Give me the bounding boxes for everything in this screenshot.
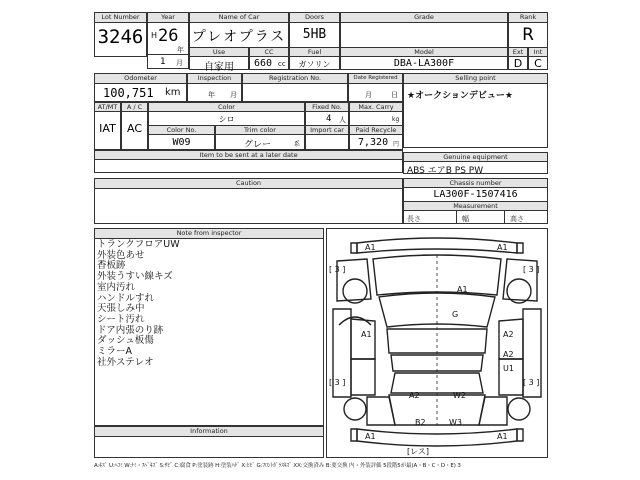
color-no-label: Color No. <box>149 126 214 135</box>
fixed-unit: 人 <box>339 116 346 124</box>
mark-tail-left: A2 <box>409 391 420 400</box>
measurement-width: 幅 <box>462 215 469 223</box>
car-diagram-drawing <box>327 229 547 457</box>
use-value: 自家用 <box>204 62 234 73</box>
trim-color-cell <box>215 125 305 150</box>
year-cell <box>147 12 189 69</box>
trim-color-suffix: 系 <box>294 141 301 148</box>
inspection-month-unit: 月 <box>230 91 237 99</box>
year-era: H <box>151 31 158 40</box>
grade-label: Grade <box>341 13 507 23</box>
selling-point-label: Selling point <box>404 74 547 84</box>
color-cell <box>148 102 305 126</box>
mark-right-side: [ 3 ] <box>523 265 540 274</box>
color-value: シロ <box>218 115 235 124</box>
mark-rl-corner: A1 <box>365 432 376 441</box>
fuel-label: Fuel <box>290 48 339 57</box>
odometer-value: 100,751 <box>103 86 154 100</box>
registration-label: Registration No. <box>243 74 347 84</box>
inspector-note: トランクフロアUW <box>97 239 180 250</box>
car-diagram-panel <box>326 228 548 458</box>
reg-date-month-unit: 月 <box>365 91 372 99</box>
ext-label: Ext <box>509 48 527 57</box>
import-car-cell <box>305 125 349 150</box>
mark-rr-corner: A1 <box>497 432 508 441</box>
car-name-value: プレオプラス <box>191 29 287 45</box>
color-label: Color <box>149 103 304 112</box>
inspector-notes-label: Note from inspector <box>95 229 323 239</box>
month-unit: 月 <box>176 59 183 67</box>
items-later-label: Item to be sent at a later date <box>95 151 402 160</box>
mark-les: [レス] <box>407 447 430 456</box>
recycle-unit: 円 <box>393 141 400 148</box>
inspection-cell <box>187 73 242 102</box>
mark-tail-right: W2 <box>453 391 466 400</box>
inspector-note: ダッシュ板傷 <box>97 335 154 347</box>
recycle-value: 7,320 <box>358 137 389 148</box>
cc-cell <box>249 47 289 70</box>
import-car-label: Import car <box>306 126 348 135</box>
lot-number-value: 3246 <box>97 26 144 48</box>
items-later-cell <box>94 150 403 173</box>
use-label: Use <box>190 48 248 57</box>
model-cell <box>340 47 508 70</box>
inspector-notes-list <box>97 240 180 368</box>
int-value: C <box>534 57 542 70</box>
lot-number-label: Lot Number <box>95 13 146 23</box>
rank-cell <box>508 12 548 48</box>
chassis-value: LA300F-1507416 <box>433 189 518 200</box>
mark-roof: A1 <box>457 285 468 294</box>
caution-label: Caution <box>95 179 402 189</box>
inspector-note: ハンドルすれ <box>97 292 155 304</box>
mark-left-door: A1 <box>361 330 372 339</box>
recycle-cell <box>349 125 403 150</box>
reg-date-label: Date Registered <box>349 74 402 84</box>
inspector-note: 室内汚れ <box>97 281 136 293</box>
inspector-note: 外装うすい線キズ <box>97 271 173 283</box>
inspector-note: ドア内張のり跡 <box>97 324 164 336</box>
mark-rear-right-side: [ 3 ] <box>523 378 540 387</box>
measurement-label: Measurement <box>404 202 547 211</box>
inspection-label: Inspection <box>188 74 241 84</box>
ac-value: AC <box>126 122 142 135</box>
ext-cell <box>508 47 528 70</box>
year-unit: 年 <box>177 46 184 54</box>
color-no-cell <box>148 125 215 150</box>
year-label: Year <box>148 13 188 23</box>
measurement-height: 高さ <box>510 215 524 223</box>
reg-date-day-unit: 日 <box>391 91 398 99</box>
mark-fr-fender: A1 <box>497 243 508 252</box>
car-name-cell <box>189 12 289 48</box>
information-label: Information <box>95 427 323 437</box>
recycle-label: Paid Recycle <box>350 126 402 135</box>
color-no-value: W09 <box>172 137 191 148</box>
cc-value: 660 <box>254 58 273 69</box>
trim-color-label: Trim color <box>216 126 304 135</box>
doors-value: 5HB <box>302 27 327 42</box>
int-label: Int <box>529 48 547 57</box>
mark-bumper-left: B2 <box>415 418 426 427</box>
odometer-cell <box>94 73 187 102</box>
ac-label: A / C <box>122 103 147 112</box>
fuel-cell <box>289 47 340 70</box>
mark-fl-fender: A1 <box>365 243 376 252</box>
fixed-value: 4 <box>326 114 332 124</box>
use-cell <box>189 47 249 73</box>
ac-cell <box>121 102 148 150</box>
measurement-length: 長さ <box>407 215 421 223</box>
fixed-cell <box>305 102 349 126</box>
mark-rear-left-side: [ 3 ] <box>329 378 346 387</box>
year-value: 26 <box>158 26 179 46</box>
fixed-label: Fixed No. <box>306 103 348 112</box>
inspector-notes-cell <box>94 228 324 426</box>
model-label: Model <box>341 48 507 57</box>
odometer-label: Odometer <box>95 74 186 84</box>
atmt-cell <box>94 102 121 150</box>
month-value: 1 <box>160 57 166 67</box>
lot-number-cell <box>94 12 147 57</box>
atmt-value: IAT <box>99 122 116 135</box>
equipment-value: ABS エアB PS PW <box>407 166 484 176</box>
selling-point-cell <box>403 73 548 148</box>
mark-right-door: A2 <box>503 330 514 339</box>
inspection-year-unit: 年 <box>208 91 215 99</box>
mark-r-quarter: U1 <box>503 364 514 373</box>
information-cell <box>94 426 324 458</box>
max-carry-cell <box>349 102 403 126</box>
grade-cell <box>340 12 508 48</box>
inspector-note: 外装色あせ <box>97 249 145 261</box>
mark-left-side: [ 3 ] <box>329 265 346 274</box>
odometer-unit: km <box>165 87 181 98</box>
cc-label: CC <box>250 48 288 57</box>
inspector-note: 天張しみ中 <box>97 303 145 315</box>
doors-label: Doors <box>290 13 339 23</box>
reg-date-cell <box>348 73 403 102</box>
registration-cell <box>242 73 348 102</box>
mark-r-rear-door: A2 <box>503 350 514 359</box>
rank-value: R <box>522 25 534 45</box>
inspector-note: ミラーA <box>97 346 132 358</box>
inspector-note: 社外ステレオ <box>97 356 154 368</box>
rank-label: Rank <box>509 13 547 23</box>
inspector-note: 香板跡 <box>97 260 126 272</box>
fuel-value: ガソリン <box>298 60 331 69</box>
legend-footer: A:ｷｽﾞ U:ﾍｺﾐ W:ﾅﾐ・ｽﾍﾞｷｽﾞ S:ｻﾋﾞ C:腐食 P:塗装跡 H:塗装ﾊｹﾞ X:ﾋﾋﾞ G:ﾌﾛﾝﾄｶﾞﾗｽｷｽﾞ XX:交換済み B:要交換 内・外装評価 5段階5が最(A・B・C・D・E) 3 <box>94 463 461 469</box>
mark-bumper-right: W3 <box>449 418 462 427</box>
caution-cell <box>94 178 403 224</box>
doors-cell <box>289 12 340 48</box>
measurement-cell <box>403 201 548 224</box>
int-cell <box>528 47 548 70</box>
max-carry-unit: kg <box>392 116 400 123</box>
ext-value: D <box>513 57 523 70</box>
selling-point-value: ★オークションデビュー★ <box>407 91 513 101</box>
trim-color-value: グレー <box>244 140 272 150</box>
cc-unit: cc <box>278 60 286 68</box>
mark-glass: G <box>452 310 459 319</box>
model-value: DBA-LA300F <box>393 58 455 69</box>
chassis-label: Chassis number <box>404 179 547 188</box>
chassis-cell <box>403 178 548 202</box>
inspector-note: シート汚れ <box>97 313 145 325</box>
car-name-label: Name of Car <box>190 13 288 23</box>
max-carry-label: Max. Carry <box>350 103 402 112</box>
atmt-label: AT/MT <box>95 103 120 112</box>
equipment-label: Genuine equipment <box>404 153 547 162</box>
equipment-cell <box>403 152 548 174</box>
